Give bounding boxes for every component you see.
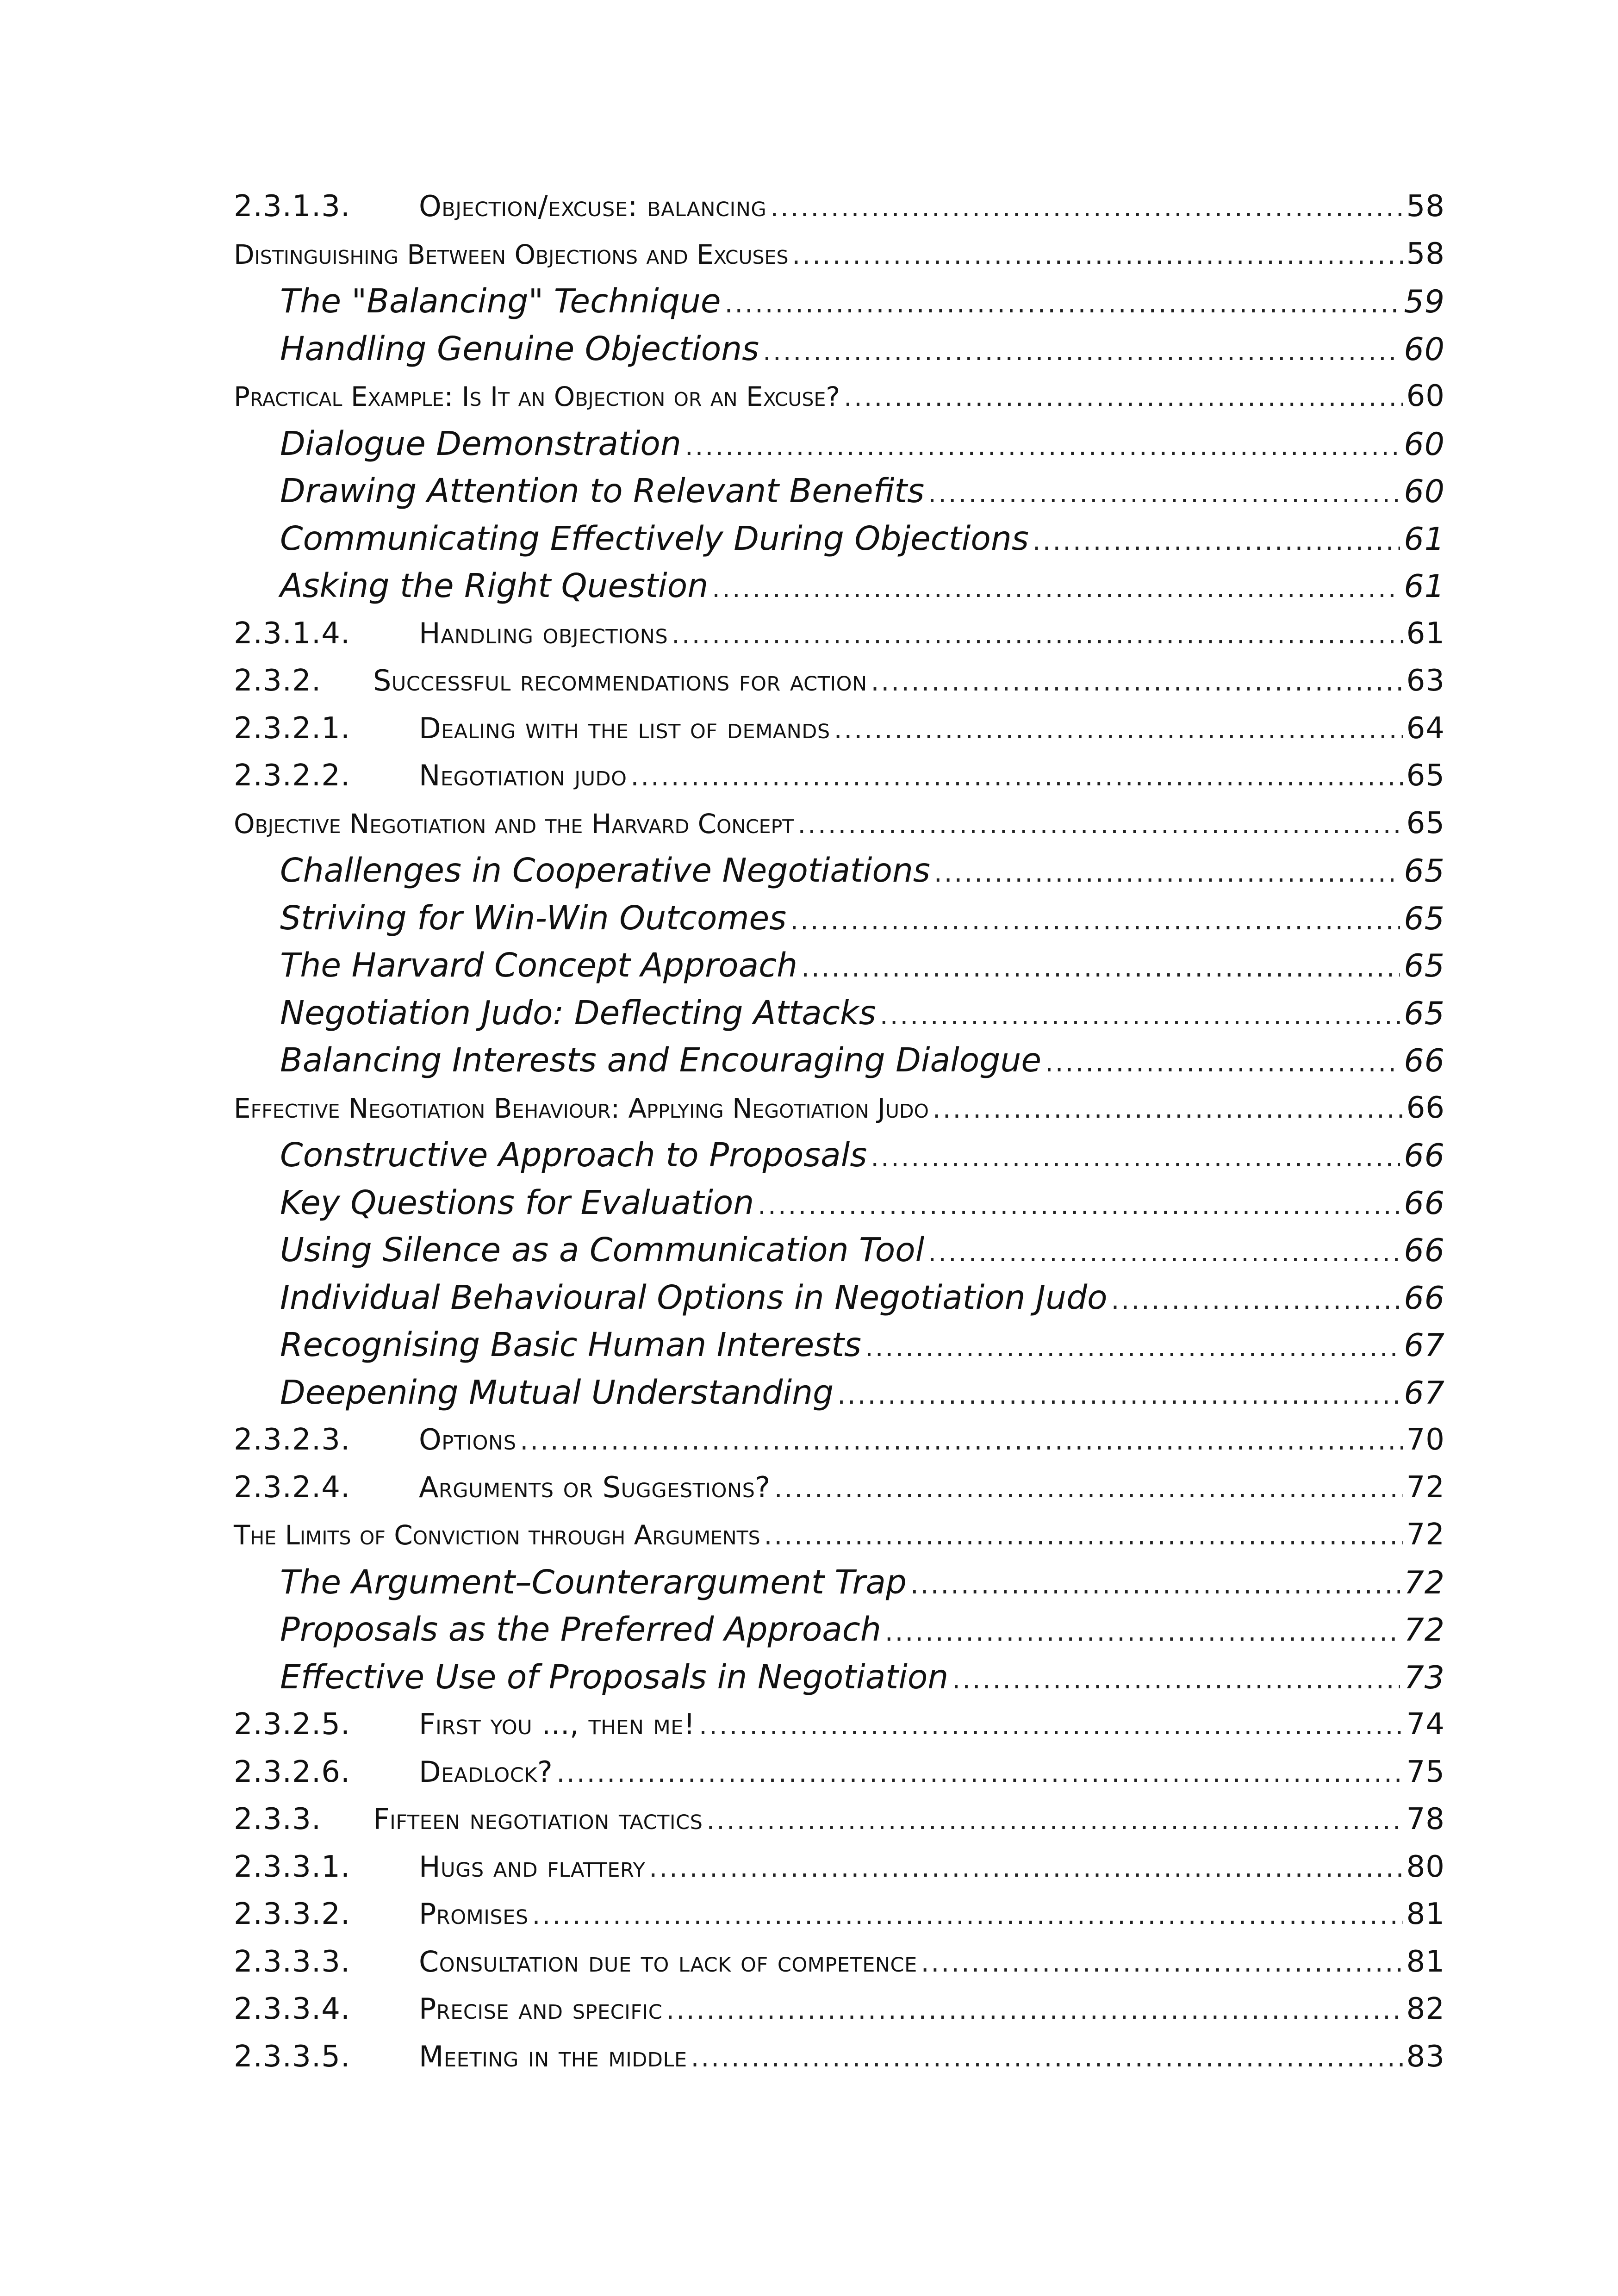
page-number: 65 — [1404, 900, 1445, 937]
dot-leader — [792, 232, 1403, 280]
dot-leader — [885, 1609, 1400, 1656]
page-number: 72 — [1406, 1470, 1445, 1505]
entry-title: Negotiation judo — [419, 759, 627, 792]
toc-entry — [234, 1321, 1445, 1369]
toc-entry — [234, 610, 1445, 658]
dot-leader — [691, 2035, 1403, 2082]
page-number: 59 — [1404, 284, 1445, 320]
toc-entry — [234, 657, 1445, 705]
entry-title: Using Silence as a Communication Tool — [280, 1231, 925, 1269]
dot-leader — [921, 1940, 1403, 1987]
section-number: 2.3.3.2. — [234, 1897, 351, 1931]
dot-leader — [933, 1086, 1403, 1133]
toc-entry — [234, 1559, 1445, 1606]
dot-leader — [834, 706, 1403, 754]
toc-entry — [234, 1037, 1445, 1084]
page-number: 73 — [1404, 1659, 1445, 1696]
dot-leader — [758, 1182, 1400, 1230]
dot-leader — [934, 850, 1400, 897]
dot-leader — [910, 1562, 1400, 1609]
entry-title: Key Questions for Evaluation — [280, 1183, 754, 1222]
entry-title: Asking the Right Question — [280, 566, 709, 605]
entry-title: Balancing Interests and Encouraging Dialogue — [280, 1041, 1041, 1079]
toc-entry — [234, 1654, 1445, 1701]
dot-leader — [631, 753, 1403, 801]
entry-title: Dialogue Demonstration — [280, 424, 681, 463]
page-number: 65 — [1406, 806, 1445, 840]
toc-entry — [234, 562, 1445, 610]
entry-title: Practical Example: Is It an Objection or an Excuse? — [234, 381, 840, 412]
toc-entry — [234, 1891, 1445, 1938]
dot-leader — [532, 1892, 1403, 1940]
entry-title: Options — [419, 1423, 517, 1456]
page-number: 61 — [1404, 568, 1445, 605]
toc-entry — [234, 1464, 1445, 1512]
entry-title: Hugs and flattery — [419, 1849, 646, 1884]
page-number: 66 — [1404, 1185, 1445, 1222]
entry-title: Individual Behavioural Options in Negotiation Judo — [280, 1278, 1108, 1317]
page-number: 72 — [1404, 1564, 1445, 1601]
toc-entry — [234, 847, 1445, 895]
toc-entry — [234, 1796, 1445, 1843]
page-number: 58 — [1406, 189, 1445, 224]
entry-title: Dealing with the list of demands — [419, 711, 830, 745]
entry-title: The Harvard Concept Approach — [280, 946, 798, 984]
dot-leader — [871, 659, 1403, 706]
section-number: 2.3.2.6. — [234, 1755, 351, 1789]
section-number: 2.3.1.4. — [234, 616, 351, 651]
dot-leader — [725, 280, 1400, 328]
page-number: 75 — [1406, 1755, 1445, 1789]
entry-title: Effective Negotiation Behaviour: Applying Negotiation Judo — [234, 1092, 929, 1124]
toc-entry — [234, 752, 1445, 800]
page-number: 60 — [1404, 473, 1445, 510]
entry-title: Effective Use of Proposals in Negotiation — [280, 1657, 949, 1696]
dot-leader — [865, 1324, 1400, 1372]
toc-entry — [234, 1843, 1445, 1891]
section-number: 2.3.2.1. — [234, 711, 351, 746]
section-number: 2.3.2. — [234, 664, 322, 698]
section-number: 2.3.3.3. — [234, 1944, 351, 1979]
page-number: 61 — [1404, 521, 1445, 558]
page-number: 67 — [1404, 1375, 1445, 1412]
toc-entry — [234, 420, 1445, 468]
page-number: 81 — [1406, 1897, 1445, 1931]
entry-title: Fifteen negotiation tactics — [373, 1802, 703, 1836]
toc-entry — [234, 1511, 1445, 1559]
toc-entry — [234, 230, 1445, 278]
toc-entry — [234, 515, 1445, 563]
entry-title: Deepening Mutual Understanding — [280, 1373, 834, 1412]
toc-entry — [234, 942, 1445, 989]
entry-title: Drawing Attention to Relevant Benefits — [280, 472, 925, 510]
page-number: 72 — [1404, 1612, 1445, 1649]
entry-title: Distinguishing Between Objections and Excuses — [234, 238, 789, 270]
entry-title: Successful recommendations for action — [373, 664, 867, 697]
entry-title: Deadlock? — [419, 1755, 553, 1789]
toc-entry — [234, 183, 1445, 230]
entry-title: Objective Negotiation and the Harvard Concept — [234, 808, 794, 840]
page-number: 67 — [1404, 1327, 1445, 1364]
dot-leader — [790, 897, 1400, 945]
dot-leader — [774, 1465, 1403, 1513]
section-number: 2.3.3.1. — [234, 1849, 351, 1884]
dot-leader — [685, 423, 1400, 471]
entry-title: Meeting in the middle — [419, 2039, 687, 2073]
section-number: 2.3.1.3. — [234, 189, 351, 224]
page-number: 80 — [1406, 1849, 1445, 1884]
entry-title: First you ..., then me! — [419, 1707, 696, 1741]
page-number: 81 — [1406, 1944, 1445, 1979]
dot-leader — [672, 611, 1402, 659]
dot-leader — [764, 1512, 1403, 1560]
toc-entry — [234, 1748, 1445, 1796]
page-number: 60 — [1404, 426, 1445, 463]
dot-leader — [837, 1372, 1400, 1419]
entry-title: Striving for Win-Win Outcomes — [280, 898, 787, 937]
dot-leader — [712, 565, 1400, 613]
entry-title: Challenges in Cooperative Negotiations — [280, 851, 930, 890]
section-number: 2.3.2.3. — [234, 1423, 351, 1457]
dot-leader — [801, 945, 1400, 992]
toc-entry — [234, 2033, 1445, 2081]
toc-entry — [234, 467, 1445, 515]
page-number: 66 — [1406, 1090, 1445, 1125]
toc-entry — [234, 1132, 1445, 1179]
dot-leader — [556, 1750, 1402, 1798]
section-number: 2.3.3.4. — [234, 1992, 351, 2026]
dot-leader — [763, 328, 1400, 376]
entry-title: Arguments or Suggestions? — [419, 1470, 771, 1504]
page-number: 66 — [1404, 1232, 1445, 1269]
dot-leader — [952, 1656, 1400, 1704]
page-number: 58 — [1406, 236, 1445, 271]
dot-leader — [520, 1418, 1403, 1465]
dot-leader — [666, 1987, 1402, 2035]
toc-entry — [234, 1179, 1445, 1227]
page-number: 66 — [1404, 1043, 1445, 1079]
dot-leader — [844, 374, 1402, 422]
page-number: 65 — [1406, 759, 1445, 793]
dot-leader — [649, 1845, 1402, 1892]
entry-title: The Argument–Counterargument Trap — [280, 1562, 907, 1601]
page-number: 83 — [1406, 2039, 1445, 2074]
section-number: 2.3.2.4. — [234, 1470, 351, 1505]
dot-leader — [1033, 518, 1400, 566]
toc-entry — [234, 373, 1445, 420]
entry-title: Precise and specific — [419, 1992, 663, 2026]
dot-leader — [770, 184, 1402, 232]
toc-entry — [234, 1701, 1445, 1748]
page-number: 70 — [1406, 1423, 1445, 1457]
entry-title: The Limits of Conviction through Arguments — [234, 1519, 760, 1551]
dot-leader — [928, 470, 1400, 518]
page-number: 63 — [1406, 664, 1445, 698]
toc-entry — [234, 325, 1445, 373]
toc-entry — [234, 1416, 1445, 1464]
table-of-contents — [234, 183, 1445, 2080]
dot-leader — [880, 992, 1400, 1040]
toc-entry — [234, 895, 1445, 942]
toc-entry — [234, 1369, 1445, 1417]
toc-entry — [234, 1938, 1445, 1986]
page-number: 65 — [1404, 853, 1445, 890]
page-number: 66 — [1404, 1280, 1445, 1317]
entry-title: Objection/excuse: balancing — [419, 189, 767, 223]
toc-entry — [234, 1226, 1445, 1274]
page-number: 60 — [1404, 331, 1445, 368]
entry-title: Negotiation Judo: Deflecting Attacks — [280, 993, 876, 1032]
entry-title: Communicating Effectively During Objections — [280, 519, 1029, 558]
toc-entry — [234, 1084, 1445, 1132]
page-number: 78 — [1406, 1802, 1445, 1836]
toc-entry — [234, 1606, 1445, 1654]
entry-title: The "Balancing" Technique — [280, 282, 721, 320]
entry-title: Consultation due to lack of competence — [419, 1944, 917, 1979]
toc-entry — [234, 278, 1445, 325]
entry-title: Handling Genuine Objections — [280, 329, 759, 368]
section-number: 2.3.3.5. — [234, 2039, 351, 2074]
page-number: 82 — [1406, 1992, 1445, 2026]
toc-entry — [234, 705, 1445, 753]
page-number: 64 — [1406, 711, 1445, 746]
toc-entry — [234, 1274, 1445, 1322]
entry-title: Handling objections — [419, 616, 668, 650]
page-number: 61 — [1406, 616, 1445, 651]
section-number: 2.3.2.5. — [234, 1707, 351, 1742]
page-number: 65 — [1404, 995, 1445, 1032]
toc-entry — [234, 989, 1445, 1037]
dot-leader — [699, 1702, 1402, 1750]
entry-title: Proposals as the Preferred Approach — [280, 1610, 881, 1649]
page-number: 60 — [1406, 379, 1445, 413]
dot-leader — [797, 801, 1402, 849]
dot-leader — [1111, 1277, 1400, 1325]
section-number: 2.3.3. — [234, 1802, 322, 1836]
entry-title: Promises — [419, 1897, 529, 1931]
page-number: 72 — [1406, 1518, 1445, 1552]
dot-leader — [706, 1797, 1402, 1845]
page-number: 66 — [1404, 1138, 1445, 1174]
section-number: 2.3.2.2. — [234, 759, 351, 793]
toc-entry — [234, 800, 1445, 847]
dot-leader — [928, 1229, 1400, 1277]
entry-title: Constructive Approach to Proposals — [280, 1136, 867, 1174]
dot-leader — [871, 1134, 1400, 1182]
toc-entry — [234, 1985, 1445, 2033]
entry-title: Recognising Basic Human Interests — [280, 1325, 861, 1364]
page-number: 65 — [1404, 948, 1445, 984]
dot-leader — [1045, 1039, 1400, 1087]
page-number: 74 — [1406, 1707, 1445, 1742]
